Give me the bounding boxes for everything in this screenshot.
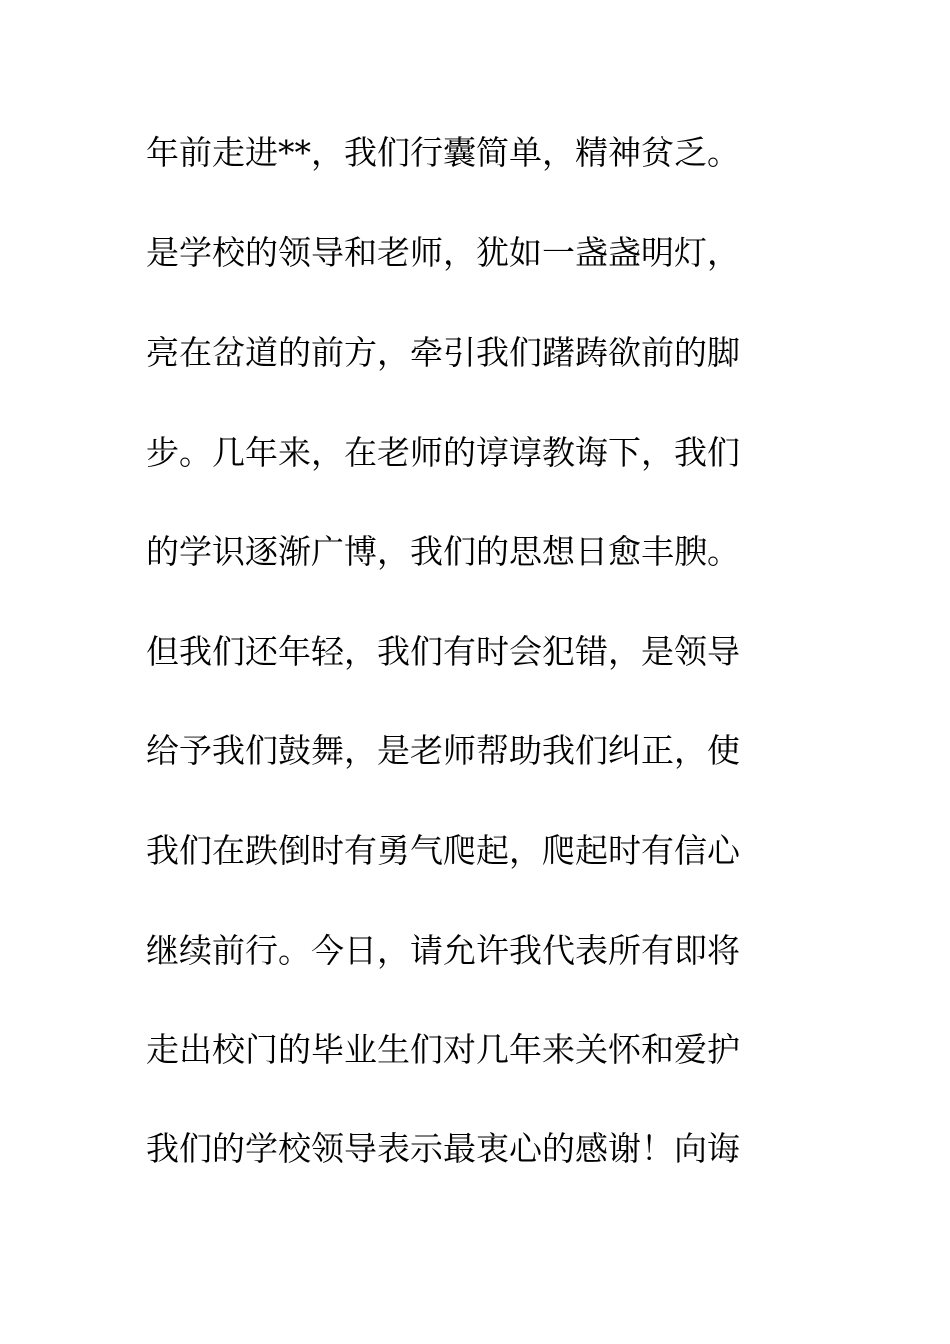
- text-line: 继续前行。今日，请允许我代表所有即将: [146, 931, 740, 970]
- text-line: 是学校的领导和老师，犹如一盏盏明灯，: [146, 233, 740, 272]
- text-line: 我们的学校领导表示最衷心的感谢！向诲: [146, 1129, 740, 1168]
- text-line: 年前走进**，我们行囊简单，精神贫乏。: [146, 133, 740, 172]
- text-line: 但我们还年轻，我们有时会犯错，是领导: [146, 632, 740, 671]
- text-line: 给予我们鼓舞，是老师帮助我们纠正，使: [146, 731, 740, 770]
- text-line: 亮在岔道的前方，牵引我们躇踌欲前的脚: [146, 333, 740, 372]
- text-line: 我们在跌倒时有勇气爬起，爬起时有信心: [146, 831, 740, 870]
- text-line: 走出校门的毕业生们对几年来关怀和爱护: [146, 1030, 740, 1069]
- text-line: 步。几年来，在老师的谆谆教诲下，我们: [146, 433, 740, 472]
- text-line: 的学识逐渐广博，我们的思想日愈丰腴。: [146, 532, 740, 571]
